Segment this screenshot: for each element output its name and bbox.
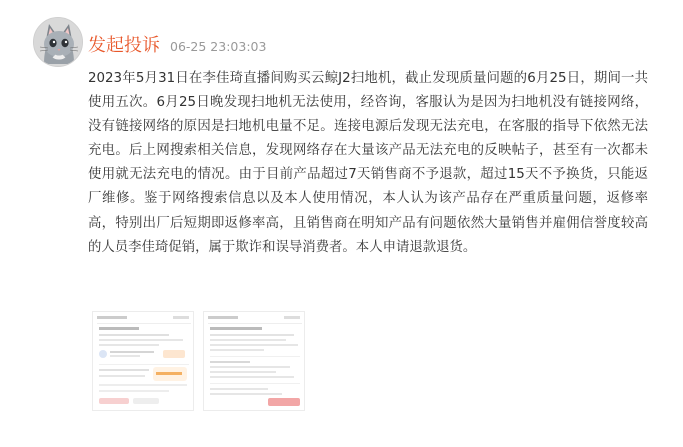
attachment-thumbnail-1[interactable]	[92, 311, 194, 411]
avatar[interactable]	[33, 17, 83, 67]
attachment-list	[92, 311, 314, 411]
post-body: 2023年5月31日在李佳琦直播间购买云鲸J2扫地机，截止发现质量问题的6月25日，期间一共使用五次。6月25日晚发现扫地机无法使用，经咨询，客服认为是因为扫地机没有链接网络，没有链接网络的原因是扫地机电量不足。连接电源后发现无法充电，在客服的指导下依然无法充电。后上网搜索相关信息，发现网络存在大量该产品无法充电的反映帖子，甚至有一次都未使用就无法充电的情况。由于目前产品超过7天销售商不予退款，超过15天不予换货，只能返厂维修。鉴于网络搜索信息以及本人使用情况，本人认为该产品存在严重质量问题，返修率高，特别出厂后短期即返修率高，且销售商在明知产品有问题依然大量销售并雇佣信誉度较高的人员李佳琦促销，属于欺诈和误导消费者。本人申请退款退货。	[88, 71, 648, 255]
post-timestamp: 06-25 23:03:03	[170, 39, 267, 54]
screenshot-thumbnail-icon	[93, 312, 194, 411]
cat-avatar-icon	[34, 18, 83, 67]
screenshot-thumbnail-icon	[204, 312, 305, 411]
author-name[interactable]: 发起投诉	[88, 35, 160, 56]
post-header	[88, 31, 266, 57]
attachment-thumbnail-2[interactable]	[203, 311, 305, 411]
